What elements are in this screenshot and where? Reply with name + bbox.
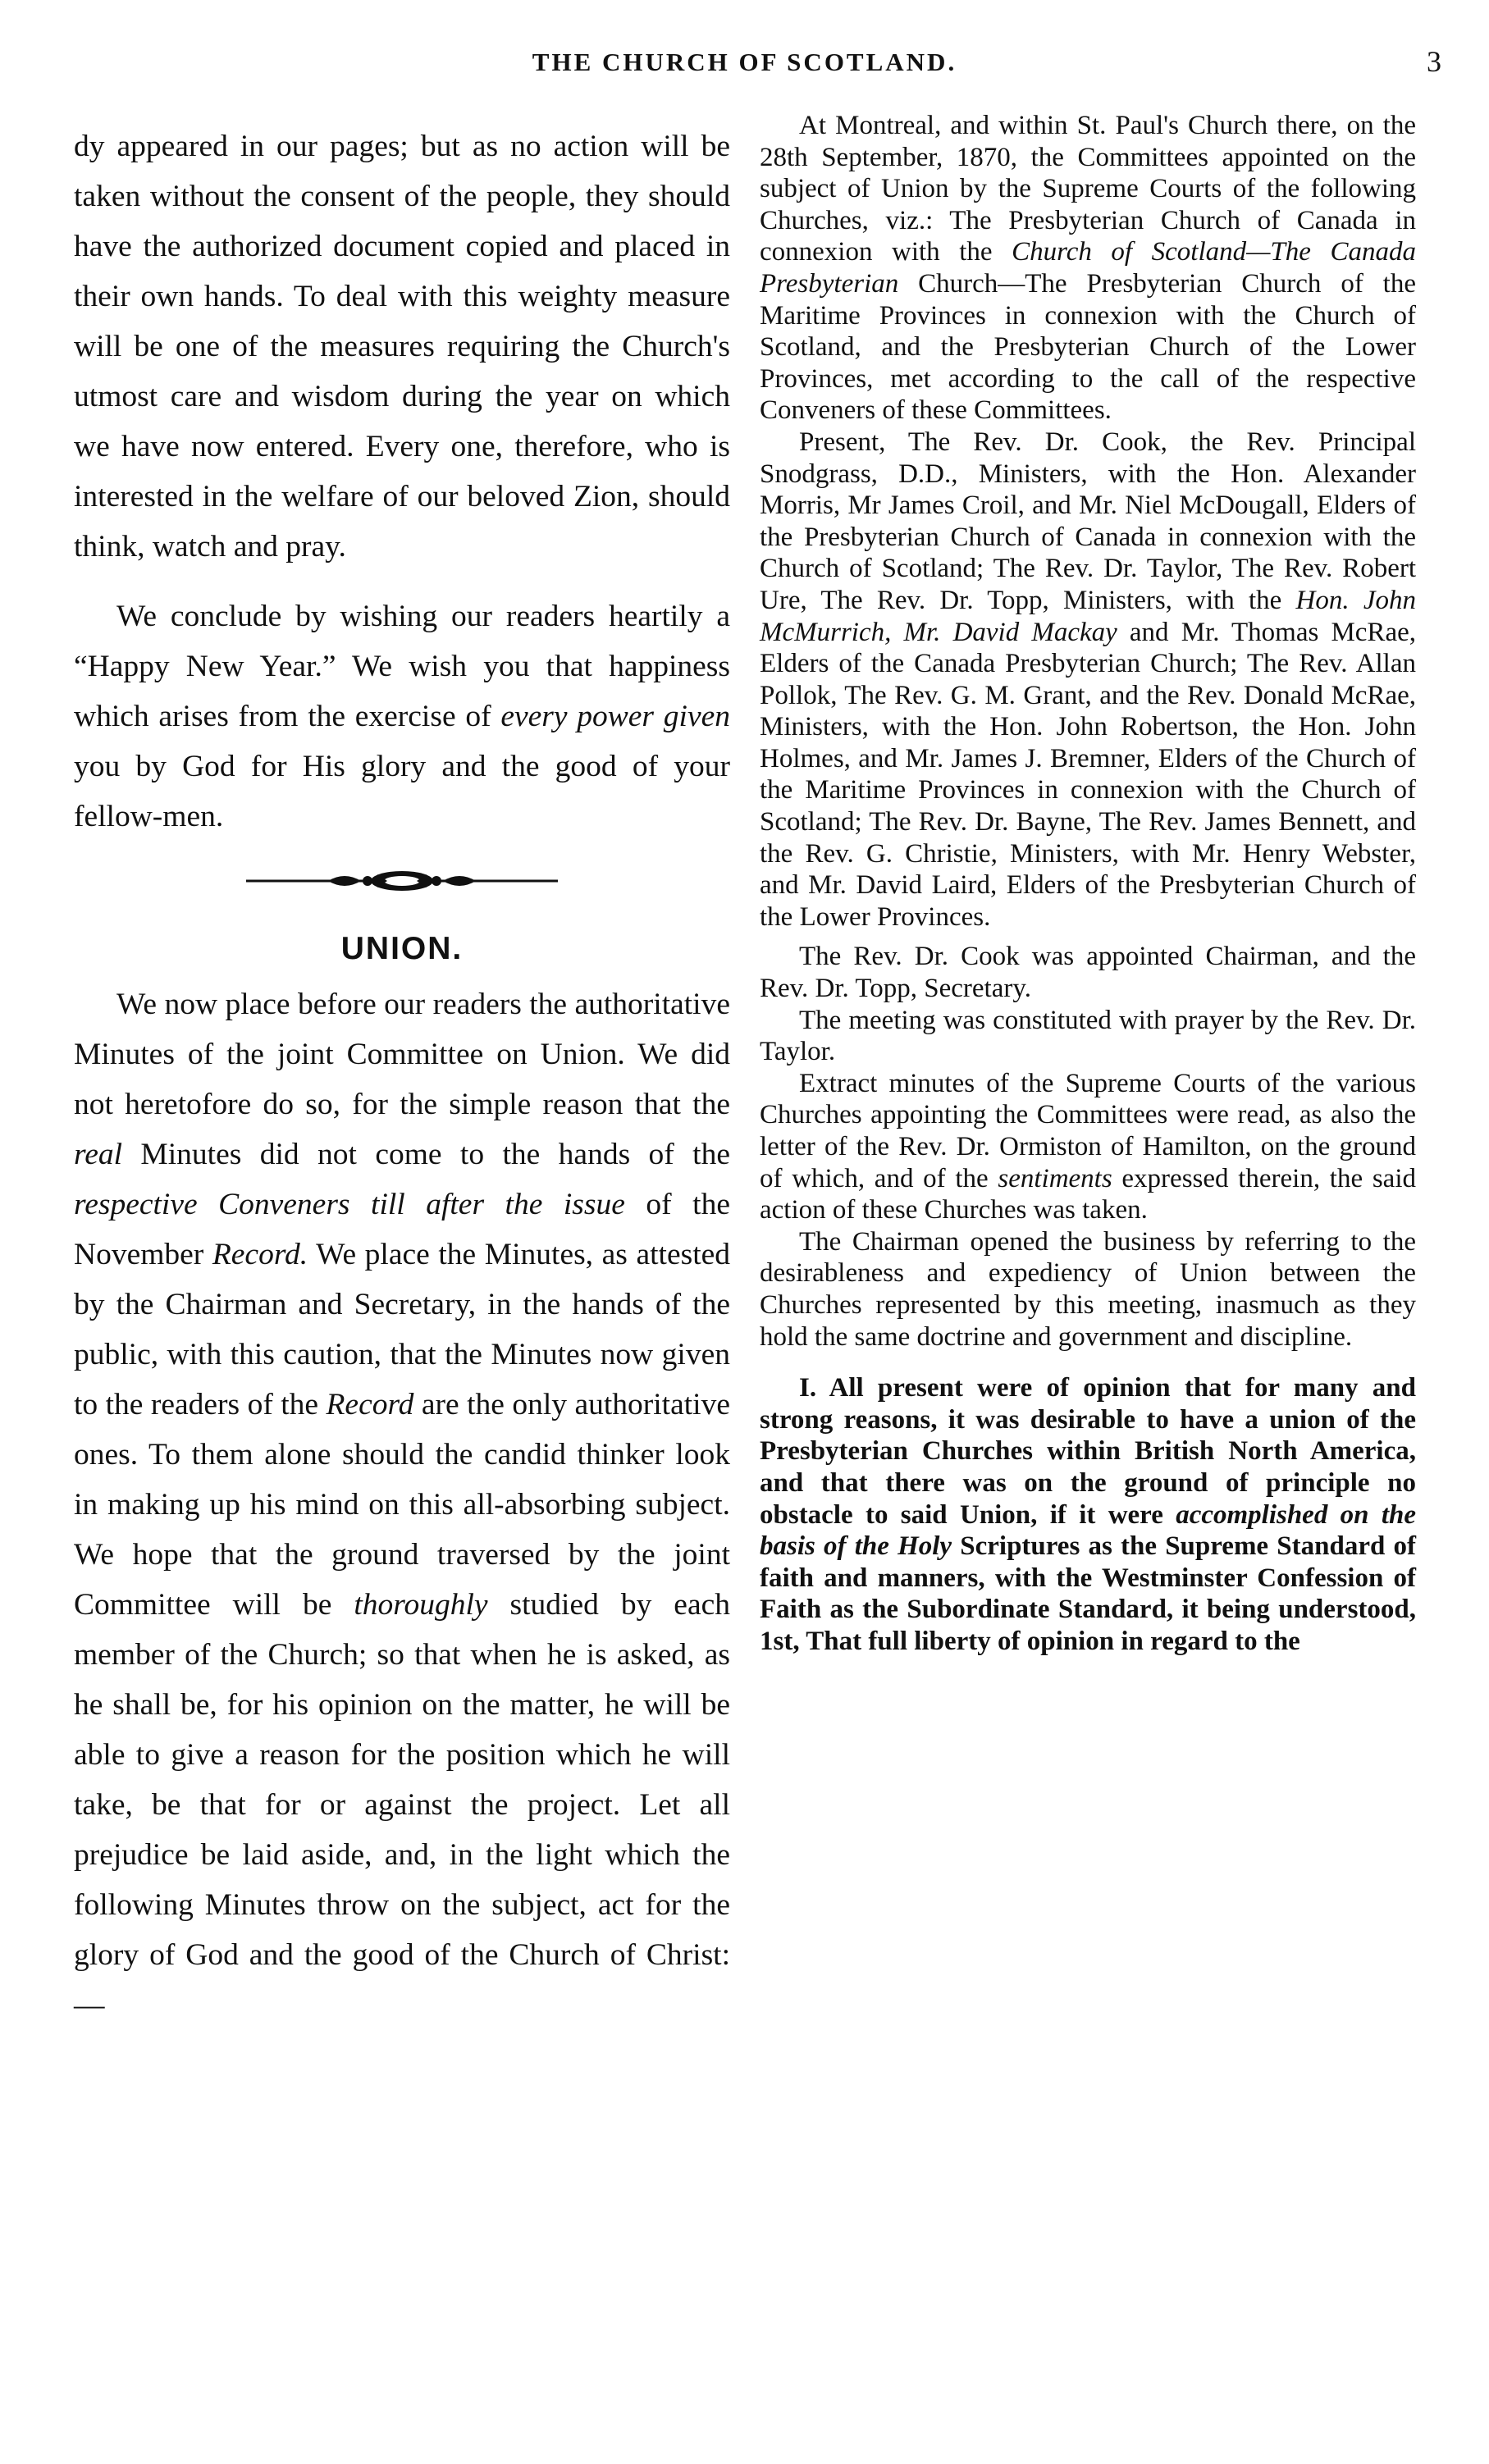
paragraph-chairman: The Rev. Dr. Cook was appointed Chairman, and the Rev. Dr. Topp, Secretary. xyxy=(760,942,1416,1004)
ornamental-divider xyxy=(246,866,558,896)
italic-text: thoroughly xyxy=(354,1588,488,1622)
paragraph-text: studied by each member of the Church; so that when he is asked, as he shall be, for his opinion on the matter, he will be able to give a reason for the position which he will take, be that for or against the project. Let all prejudice be laid aside, and, in the light which the following Minutes throw on the subject, act for the glory of God and the good of the Church of Christ:— xyxy=(74,1588,730,2022)
paragraph-extract xyxy=(760,1068,1416,1226)
italic-text: real xyxy=(74,1138,123,1171)
paragraph-text: Present, The Rev. Dr. Cook, the Rev. Principal Snodgrass, D.D., Ministers, with the Hon. Alexander Morris, Mr James Croil, and Mr. Niel McDougall, Elders of the Presbyterian Church of Canada in connexion with the Church of Scotland; The Rev. Dr. Taylor, The Rev. Robert Ure, The Rev. Dr. Topp, Ministers, with the xyxy=(760,427,1416,615)
italic-text: Hon. John McMurrich, Mr. David Mackay xyxy=(760,585,1416,647)
paragraph-prayer: The meeting was constituted with prayer by the Rev. Dr. Taylor. xyxy=(760,1005,1416,1067)
paragraph-text: I. All present were of opinion that for many and strong reasons, it was desirable to have a union of the Presbyterian Churches within British North America, and that there was on the ground of principle no obstacle to said Union, if it were xyxy=(760,1373,1416,1530)
paragraph-text: Minutes did not come to the hands of the xyxy=(122,1138,730,1171)
paragraph-text: Extract minutes of the Supreme Courts of the various Churches appointing the Committees were read, as also the letter of the Rev. Dr. Ormiston of Hamilton, on the ground of which, and of the xyxy=(760,1068,1416,1193)
paragraph-minutes-opening xyxy=(760,110,1416,427)
paragraph-continuation xyxy=(74,121,730,572)
right-column xyxy=(760,110,1416,1658)
section-heading: UNION. xyxy=(340,931,464,966)
running-title: THE CHURCH OF SCOTLAND. xyxy=(532,48,957,76)
italic-text: Church of Scotland—The Canada Presbyterian xyxy=(760,237,1417,299)
paragraph-text: We conclude by wishing our readers heartily a “Happy New Year.” We wish you that happiness which arises from the exercise of xyxy=(74,600,730,733)
left-column xyxy=(74,121,730,2030)
paragraph-present xyxy=(760,427,1416,933)
paragraph-text: At Montreal, and within St. Paul's Church there, on the 28th September, 1870, the Committees appointed on the subject of Union by the Supreme Courts of the following Churches, viz.: The Presbyterian Church of Canada in connexion with the xyxy=(760,111,1416,267)
page-number: 3 xyxy=(1427,45,1441,78)
italic-text: respective Conveners till after the issue xyxy=(74,1188,625,1221)
paragraph-new-year xyxy=(74,591,730,842)
paragraph-chairman-opened: The Chairman opened the business by referring to the desirableness and expediency of Union between the Churches represented by this meeting, inasmuch as they hold the same doctrine and government and discipline. xyxy=(760,1226,1416,1352)
paragraph-text: are the only authoritative ones. To them alone should the candid thinker look in making up his mind on this all-absorbing subject. We hope that the ground traversed by the joint Committee will be xyxy=(74,1388,730,1622)
italic-text: Record xyxy=(326,1388,414,1421)
italic-text: accomplished on the basis of the Holy xyxy=(760,1499,1416,1562)
italic-text: Record. xyxy=(212,1238,308,1271)
paragraph-text: dy appeared in our pages; but as no action will be taken without the consent of the people, they should have the authorized document copied and placed in their own hands. To deal with this weighty measure will be one of the measures requiring the Church's utmost care and wisdom during the year on which we have now entered. Every one, therefore, who is interested in the welfare of our beloved Zion, should think, watch and pray. xyxy=(74,130,730,564)
paragraph-text: and Mr. Thomas McRae, Elders of the Canada Presbyterian Church; The Rev. Allan Pollok, The Rev. G. M. Grant, and the Rev. Donald McRae, Ministers, with the Hon. John Robertson, the Hon. John Holmes, and Mr. James J. Bremner, Elders of the Church of the Maritime Provinces in connexion with the Church of Scotland; The Rev. Dr. Bayne, The Rev. James Bennett, and the Rev. G. Christie, Ministers, with Mr. Henry Webster, and Mr. David Laird, Elders of the Presbyterian Church of the Lower Provinces. xyxy=(760,617,1416,932)
paragraph-text: Church—The Presbyterian Church of the Maritime Provinces in connexion with the Church of Scotland, and the Presbyterian Church of the Lower Provinces, met according to the call of the respective Conveners of these Committees. xyxy=(760,268,1416,426)
paragraph-text: Scriptures as the Supreme Standard of faith and manners, with the Westminster Confession of Faith as the Subordinate Standard, it being understood, 1st, That full liberty of opinion in regard to the xyxy=(760,1531,1416,1656)
italic-text: sentiments xyxy=(998,1163,1112,1193)
paragraph-text: of the November xyxy=(74,1188,730,1271)
paragraph-text: you by God for His glory and the good of your fellow-men. xyxy=(74,750,730,833)
paragraph-text: We place the Minutes, as attested by the Chairman and Secretary, in the hands of the public, with this caution, that the Minutes now given to the readers of the xyxy=(74,1238,731,1421)
paragraph-resolution-one xyxy=(760,1372,1416,1657)
paragraph-union-intro xyxy=(74,979,730,2030)
paragraph-text: We now place before our readers the authoritative Minutes of the joint Committee on Union. We did not heretofore do so, for the simple reason that the xyxy=(74,988,730,1121)
paragraph-text: expressed therein, the said action of these Churches was taken. xyxy=(760,1163,1416,1225)
italic-text: every power given xyxy=(500,700,730,733)
